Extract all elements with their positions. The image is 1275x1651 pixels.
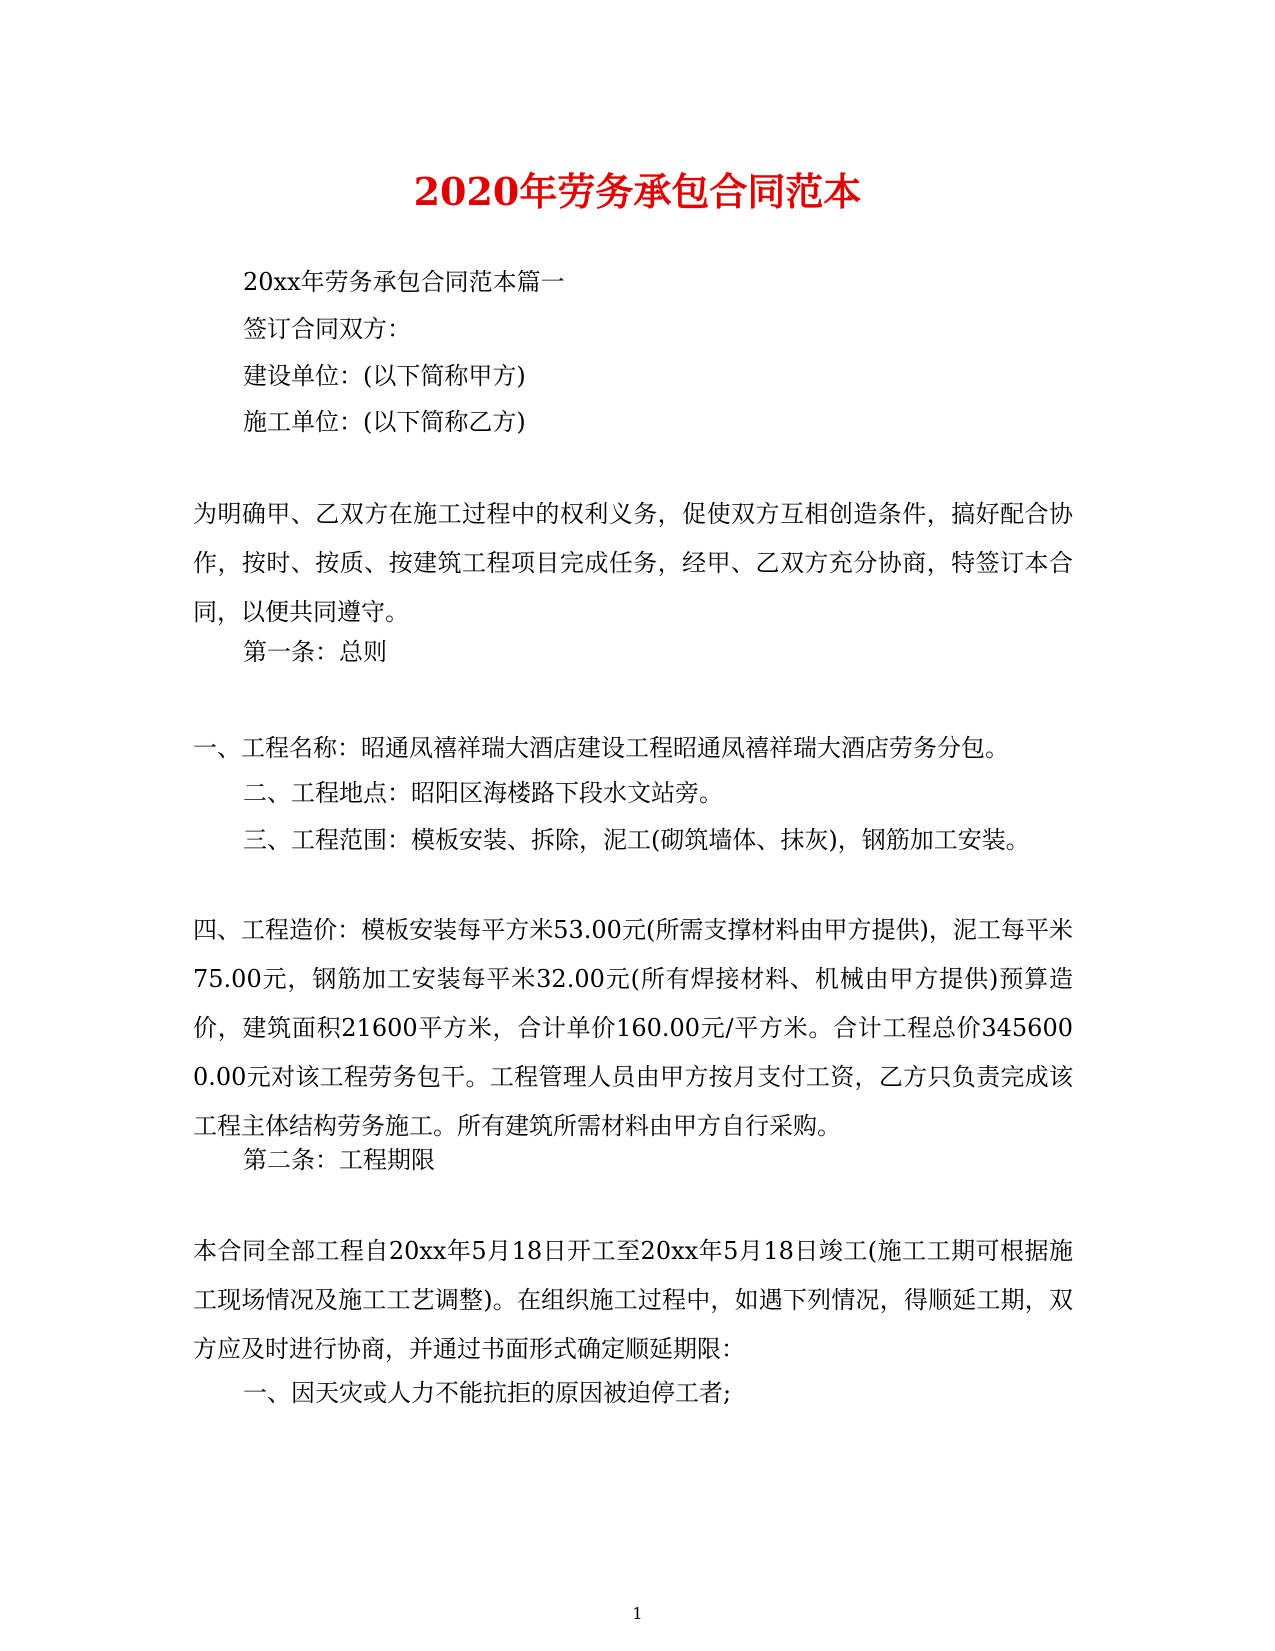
period-paragraph: 本合同全部工程自20xx年5月18日开工至20xx年5月18日竣工(施工工期可根据施工现场情况及施工工艺调整)。在组织施工过程中，如遇下列情况，得顺延工期，双方应及时进行协商，并通过书面形式确定顺延期限： bbox=[193, 1237, 1073, 1363]
item-4-project-cost: 四、工程造价：模板安装每平方米53.00元(所需支撑材料由甲方提供)，泥工每平米75.00元，钢筋加工安装每平米32.00元(所有焊接材料、机械由甲方提供)预算造价，建筑面积21600平方米，合计单价160.00元/平方米。合计工程总价3456000.00元对该工程劳务包干。工程管理人员由甲方按月支付工资，乙方只负责完成该工程主体结构劳务施工。所有建筑所需材料由甲方自行采购。 bbox=[193, 916, 1073, 1140]
parties-label: 签订合同双方： bbox=[243, 315, 411, 343]
party-b-line: 施工单位：(以下简称乙方) bbox=[243, 408, 526, 436]
document-title: 2020年劳务承包合同范本 bbox=[413, 169, 862, 214]
item-3-project-scope: 三、工程范围：模板安装、拆除，泥工(砌筑墙体、抹灰)，钢筋加工安装。 bbox=[243, 826, 1030, 854]
item-2-project-location: 二、工程地点：昭阳区海楼路下段水文站旁。 bbox=[243, 779, 723, 807]
article-1-heading: 第一条：总则 bbox=[243, 638, 387, 666]
item-1-project-name: 一、工程名称：昭通凤禧祥瑞大酒店建设工程昭通凤禧祥瑞大酒店劳务分包。 bbox=[193, 734, 1009, 762]
page-number: 1 bbox=[632, 1604, 643, 1623]
preamble-paragraph: 为明确甲、乙双方在施工过程中的权利义务，促使双方互相创造条件，搞好配合协作，按时、按质、按建筑工程项目完成任务，经甲、乙双方充分协商，特签订本合同，以便共同遵守。 bbox=[193, 500, 1073, 626]
article-2-heading: 第二条：工程期限 bbox=[243, 1146, 435, 1174]
party-a-line: 建设单位：(以下简称甲方) bbox=[243, 362, 526, 390]
delay-item-1: 一、因天灾或人力不能抗拒的原因被迫停工者; bbox=[243, 1379, 732, 1407]
subtitle: 20xx年劳务承包合同范本篇一 bbox=[243, 268, 565, 296]
